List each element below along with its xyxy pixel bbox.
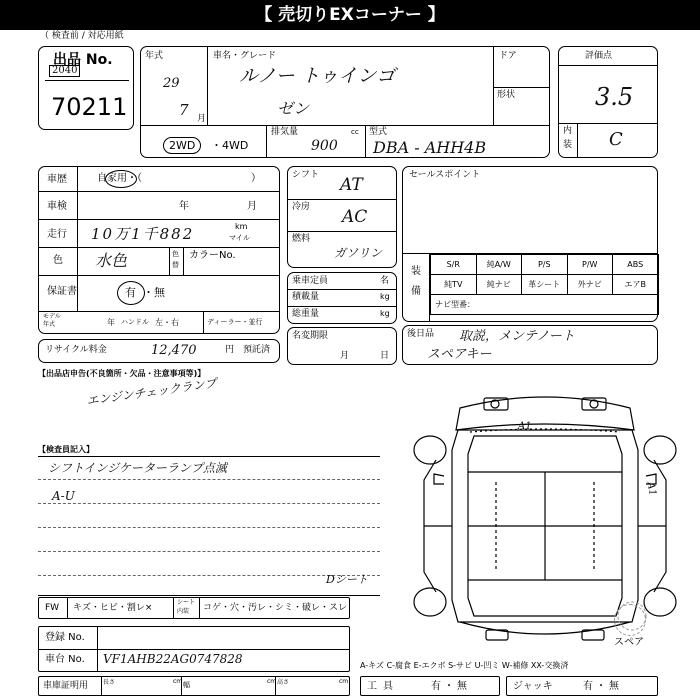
- shape-label: 形状: [497, 90, 516, 100]
- grade-score: 3.5: [595, 83, 634, 111]
- equipment-item-label: S/R: [446, 260, 460, 269]
- year-label: 年式: [145, 51, 164, 61]
- lot-label: 出品 No.: [53, 52, 113, 68]
- fuel-box: [287, 166, 397, 268]
- equipment-cell: [612, 254, 659, 275]
- grade-box: [558, 46, 658, 158]
- interior-grade: C: [609, 129, 623, 150]
- equipment-item-label: 外ナビ: [577, 280, 602, 289]
- color-change1: 色: [172, 250, 179, 258]
- inspection-month: 月: [247, 201, 257, 212]
- damage-legend: A-キズ C-腐食 E-エクボ S-サビ U-凹ミ W-補修 XX-交換済: [360, 661, 569, 670]
- capacity-box: [287, 272, 397, 324]
- mileage-label: 走行: [47, 229, 67, 240]
- car-damage-diagram: [400, 390, 690, 660]
- handle-label: ハンドル: [121, 318, 149, 326]
- width-unit: cm: [267, 678, 277, 685]
- equipment-item-label: P/W: [582, 260, 598, 269]
- equipment-cell: [521, 274, 568, 295]
- damage-bar: [38, 597, 350, 619]
- warranty-no: ・無: [143, 286, 165, 299]
- interior-label2: 装: [563, 140, 573, 150]
- damage-sheet2: 内装: [177, 608, 190, 615]
- color-no-label: カラーNo.: [189, 250, 236, 261]
- km-unit: km: [235, 222, 248, 231]
- name-change-label: 名変期限: [292, 331, 329, 341]
- history-label: 車歴: [47, 174, 67, 185]
- equipment-cell: [567, 254, 614, 275]
- equipment-label2: 備: [411, 286, 421, 297]
- lot-stamp: 2040: [49, 65, 80, 77]
- fuel-label: 燃料: [292, 234, 311, 244]
- drive-4wd: ・4WD: [211, 139, 249, 152]
- equipment-cell: [430, 274, 477, 295]
- inspector-line1: シフトインジケーターランプ点滅: [48, 461, 227, 475]
- shift-value: AT: [340, 175, 363, 195]
- length-unit: cm: [173, 678, 183, 685]
- name-change-day: 日: [380, 351, 390, 361]
- registration-box: [38, 626, 350, 672]
- inspector-line2: A-U: [52, 489, 75, 503]
- capacity-label-1: 積載量: [292, 292, 320, 302]
- equipment-cell: [567, 274, 614, 295]
- color-value: 水色: [95, 251, 128, 270]
- length-label: 長さ: [103, 679, 116, 686]
- recycle-amount: 12,470: [151, 343, 197, 358]
- interior-label1: 内: [563, 126, 573, 136]
- equipment-label1: 装: [411, 266, 421, 277]
- navi-model-row: [430, 294, 659, 315]
- color-change2: 替: [172, 261, 179, 269]
- equipment-cell: [430, 254, 477, 275]
- equipment-item-label: P/S: [537, 260, 551, 269]
- reg-label: 登録 No.: [45, 632, 85, 643]
- equipment-item-label: エアB: [624, 280, 646, 289]
- spare-label: スペア: [614, 637, 644, 648]
- car-name: ルノー トゥインゴ: [239, 65, 396, 87]
- navi-model-label: ナビ型番：: [435, 300, 475, 309]
- equipment-cell: [521, 254, 568, 275]
- vehicle-box: [140, 46, 550, 158]
- height-unit: cm: [339, 678, 349, 685]
- width-label: 幅: [183, 681, 190, 689]
- equipment-item-label: 革シート: [528, 280, 561, 289]
- chassis-value: VF1AHB22AG0747828: [103, 652, 243, 666]
- equipment-item-label: 純TV: [444, 280, 463, 289]
- name-change-box: [287, 327, 397, 365]
- model-year-label2: 年式: [43, 321, 56, 328]
- top-note: （ 検査前 / 対応用紙: [40, 31, 124, 41]
- garage-cert-label: 車庫証明用: [43, 681, 89, 691]
- car-grade: ゼン: [277, 99, 310, 118]
- capacity-unit-2: kg: [380, 309, 390, 318]
- fuel-value: ガソリン: [334, 246, 383, 260]
- equipment-item-label: 純ナビ: [486, 280, 511, 289]
- capacity-label-0: 乗車定員: [292, 276, 329, 286]
- history-circle: [105, 170, 137, 188]
- inspector-label: 【検査員記入】: [38, 445, 94, 454]
- sales-point-label: セールスポイント: [409, 170, 481, 180]
- damage-items2: コゲ・穴・汚レ・シミ・破レ・スレ: [203, 603, 348, 613]
- color-label: 色: [53, 255, 63, 266]
- accessories-line2: スペアキー: [427, 347, 492, 362]
- damage-sheet1: シート: [177, 599, 196, 606]
- equipment-item-label: ABS: [627, 260, 644, 269]
- diagram-mark-side: A1: [644, 481, 658, 497]
- damage-items1: キズ・ヒビ・割レ×: [73, 603, 153, 613]
- equipment-item-label: 純A/W: [486, 260, 511, 269]
- tools-label: 工具: [367, 681, 399, 692]
- dealer-label: ディーラー・並行: [207, 318, 263, 326]
- door-label: ドア: [499, 51, 517, 61]
- month-unit: 月: [197, 114, 207, 124]
- year-value: 29: [163, 76, 180, 91]
- lot-number: 70211: [51, 93, 128, 121]
- equipment-cell: [476, 274, 523, 295]
- accessories-line1: 取説，メンテノート: [459, 329, 575, 344]
- recycle-deposit: 預託済: [243, 345, 271, 355]
- capacity-unit-0: 名: [380, 276, 390, 286]
- model-label: 型式: [369, 127, 388, 137]
- chassis-label: 車台 No.: [45, 654, 85, 665]
- tools-box: [360, 676, 500, 696]
- name-change-month: 月: [340, 351, 350, 361]
- warranty-circle: [117, 281, 145, 305]
- warranty-label: 保証書: [47, 286, 77, 297]
- height-label: 高さ: [277, 679, 290, 686]
- damage-fw: FW: [45, 603, 60, 613]
- warranty-yes: 有: [125, 286, 136, 299]
- seller-notes-text: エンジンチェックランプ: [85, 375, 218, 409]
- recycle-label: リサイクル料金: [45, 345, 107, 355]
- grade-label: 評価点: [585, 51, 613, 61]
- history-box: [38, 166, 280, 334]
- seller-notes-label: 【出品店申告(不良箇所・欠品・注意事項等)】: [38, 369, 206, 378]
- history-paren: ）: [251, 173, 261, 184]
- recycle-unit: 円: [225, 345, 235, 355]
- model-value: DBA - AHH4B: [373, 138, 487, 157]
- displacement-label: 排気量: [271, 127, 299, 137]
- garage-cert-box: [38, 676, 350, 696]
- history-value: 自家用・（: [97, 173, 142, 184]
- jack-value: 有・無: [583, 681, 622, 692]
- capacity-unit-1: kg: [380, 292, 390, 301]
- capacity-label-2: 総重量: [292, 309, 320, 319]
- recycle-box: [38, 339, 280, 363]
- displacement-value: 900: [311, 138, 338, 154]
- model-year-label1: モデル: [43, 313, 61, 320]
- ac-value: AC: [342, 207, 368, 227]
- lot-box: [38, 46, 134, 130]
- accessories-label: 後日品: [407, 329, 435, 339]
- jack-box: [506, 676, 658, 696]
- inspection-label: 車検: [47, 201, 67, 212]
- cc-unit: cc: [351, 128, 359, 136]
- diagram-mark-a1: A1: [518, 421, 532, 432]
- mile-unit: マイル: [229, 234, 250, 242]
- equipment-cell: [476, 254, 523, 275]
- drive-2wd: 2WD: [163, 137, 201, 154]
- mileage-value: 10万1千882: [91, 225, 195, 243]
- accessories-box: [402, 325, 658, 365]
- spare-tire-icon: [614, 604, 646, 636]
- ac-label: 冷房: [292, 202, 311, 212]
- shift-label: シフト: [292, 170, 320, 180]
- month-value: 7: [179, 101, 189, 119]
- name-label: 車名・グレード: [213, 51, 277, 61]
- handle-value: 左・右: [155, 318, 179, 327]
- jack-label: ジャッキ: [513, 681, 553, 692]
- tools-value: 有・無: [431, 681, 470, 692]
- inspection-year: 年: [179, 201, 189, 212]
- equipment-cell: [612, 274, 659, 295]
- banner-title: 【 売切りEXコーナー 】: [0, 0, 700, 30]
- model-year-unit: 年: [107, 318, 115, 327]
- inspector-line3: Dシート: [326, 573, 368, 586]
